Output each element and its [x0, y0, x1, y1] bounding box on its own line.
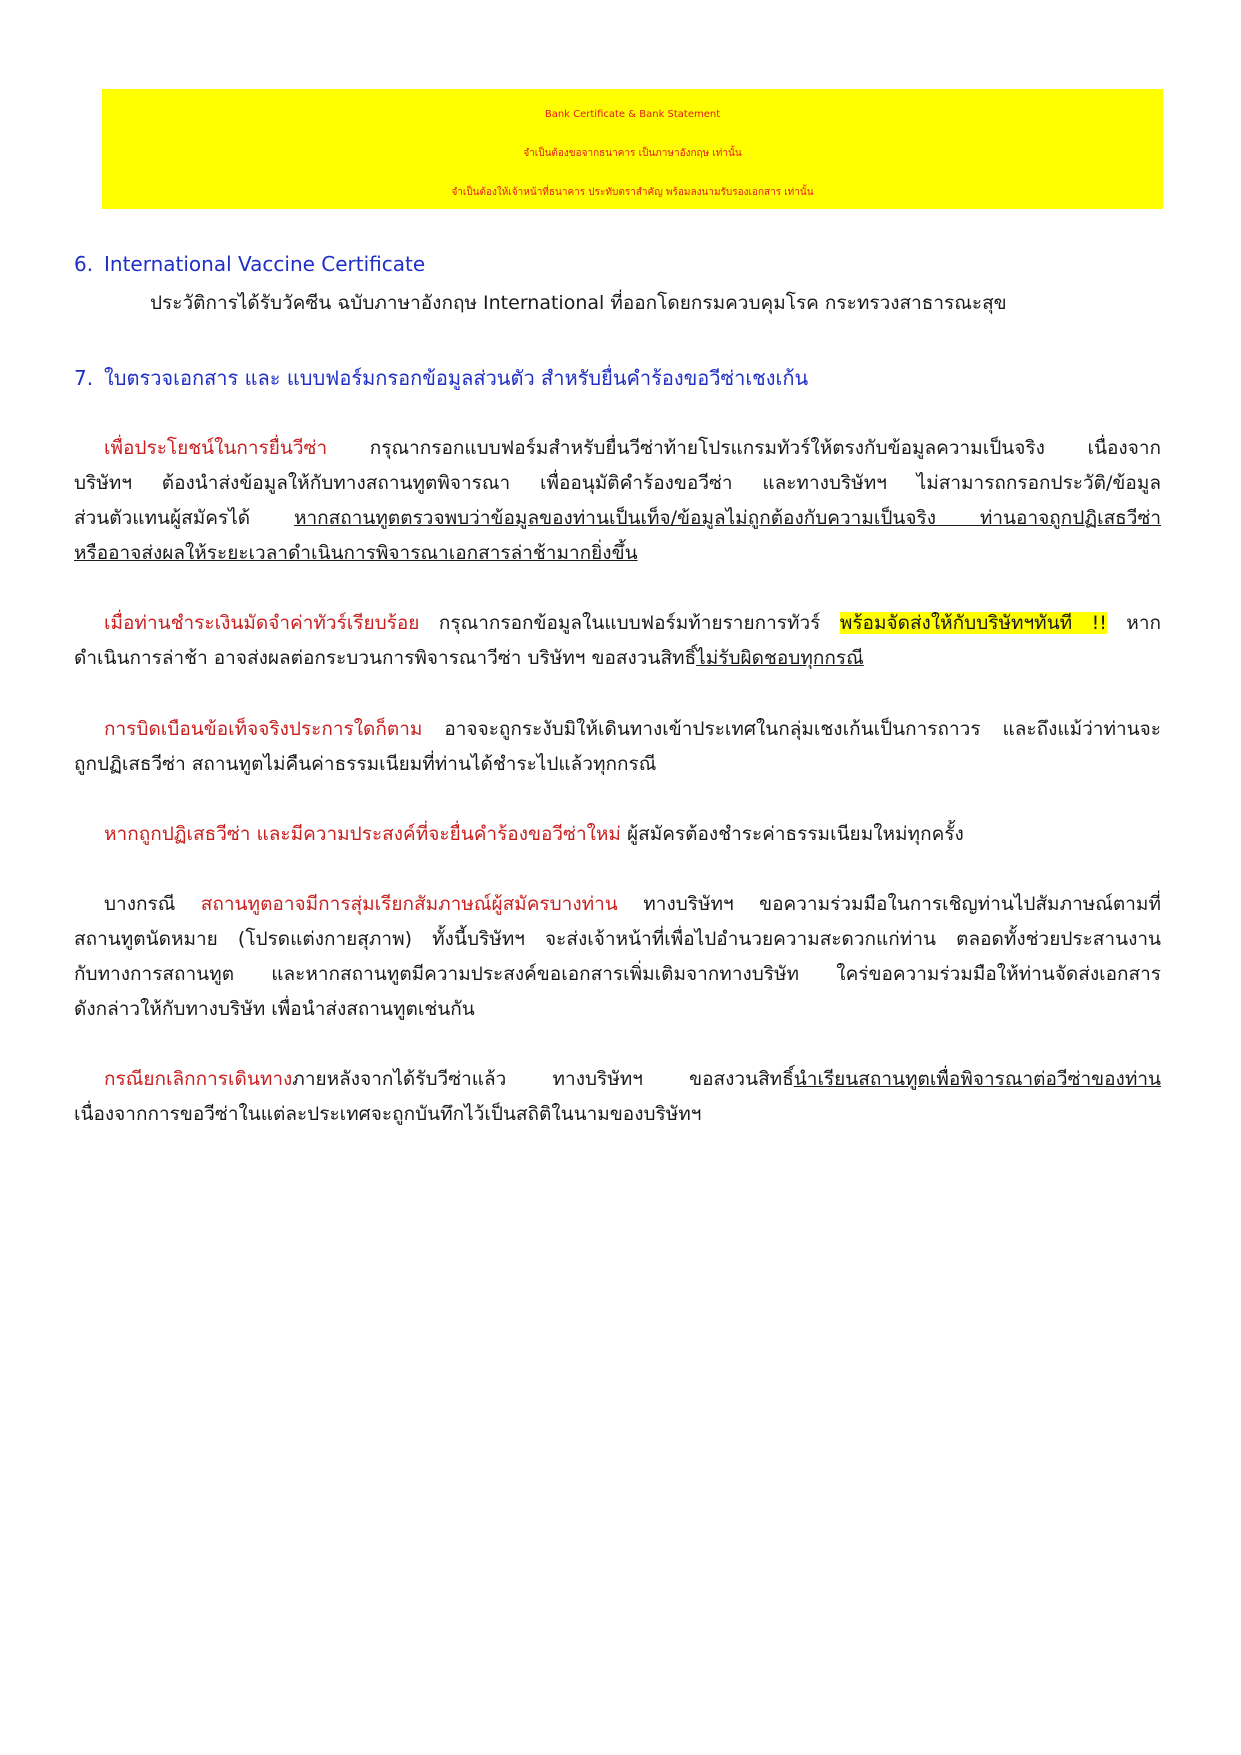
paragraph-line: [74, 501, 1161, 536]
notice-banner: [102, 89, 1163, 209]
body-text: ถูกปฏิเสธวีซ่า สถานทูตไม่คืนค่าธรรมเนียมที่ท่านได้ชำระไปแล้วทุกกรณี: [74, 753, 657, 775]
paragraph-line: [74, 887, 1161, 922]
emphasis-text: หากถูกปฏิเสธวีซ่า และมีความประสงค์ที่จะยื่นคำร้องขอวีซ่าใหม่: [104, 823, 621, 845]
body-text: บริษัทฯ ต้องนำส่งข้อมูลให้กับทางสถานทูตพิจารณา เพื่ออนุมัติคำร้องขอวีซ่า และทางบริษัทฯ ไม่สามารถกรอกประวัติ/ข้อมูล: [74, 472, 1161, 494]
emphasis-text: การบิดเบือนข้อเท็จจริงประการใดก็ตาม: [104, 718, 423, 740]
section-7-title: ใบตรวจเอกสาร และ แบบฟอร์มกรอกข้อมูลส่วนตัว สำหรับยื่นคำร้องขอวีซ่าเชงเก้น: [104, 366, 809, 390]
banner-line-3: จำเป็นต้องให้เจ้าหน้าที่ธนาคาร ประทับตราสำคัญ พร้อมลงนามรับรองเอกสาร เท่านั้น: [451, 187, 814, 198]
paragraph-form-purpose: [74, 431, 1161, 571]
body-text: ดังกล่าวให้กับทางบริษัท เพื่อนำส่งสถานทูตเช่นกัน: [74, 998, 475, 1020]
section-6-title: International Vaccine Certificate: [104, 252, 426, 276]
emphasis-text: เมื่อท่านชำระเงินมัดจำค่าทัวร์เรียบร้อย: [104, 612, 420, 634]
body-text: สถานทูตนัดหมาย (โปรดแต่งกายสุภาพ) ทั้งนี้บริษัทฯ จะส่งเจ้าหน้าที่เพื่อไปอำนวยความสะดวกแก่ท่าน ตลอดทั้งช่วยประสานงาน: [74, 928, 1161, 950]
paragraph-line: [74, 431, 1161, 466]
paragraph-line: [74, 957, 1161, 992]
paragraph-cancellation: [74, 1062, 1161, 1132]
paragraph-line: [74, 606, 1161, 641]
paragraph-line: [74, 641, 1161, 676]
paragraph-misrepresentation: [74, 712, 1161, 782]
paragraph-line: [74, 536, 1161, 571]
body-text: กรุณากรอกข้อมูลในแบบฟอร์มท้ายรายการทัวร์: [419, 612, 840, 634]
section-6-number: 6.: [74, 252, 94, 276]
body-text: กรุณากรอกแบบฟอร์มสำหรับยื่นวีซ่าท้ายโปรแกรมทัวร์ให้ตรงกับข้อมูลความเป็นจริง เนื่องจาก: [327, 437, 1161, 459]
emphasis-text: สถานทูตอาจมีการสุ่มเรียกสัมภาษณ์ผู้สมัครบางท่าน: [200, 893, 618, 915]
section-6-heading: [74, 252, 425, 276]
highlighted-text: พร้อมจัดส่งให้กับบริษัทฯทันที !!: [839, 612, 1107, 634]
paragraph-line: [74, 747, 1161, 782]
body-text: กับทางการสถานทูต และหากสถานทูตมีความประสงค์ขอเอกสารเพิ่มเติมจากทางบริษัท ใคร่ขอความร่วมมือให้ท่านจัดส่งเอกสาร: [74, 963, 1161, 985]
paragraph-line: [74, 992, 1161, 1027]
paragraph-line: [74, 466, 1161, 501]
paragraph-line: [74, 922, 1161, 957]
underlined-warning: หรืออาจส่งผลให้ระยะเวลาดำเนินการพิจารณาเอกสารล่าช้ามากยิ่งขึ้น: [74, 542, 638, 564]
banner-line-1: Bank Certificate & Bank Statement: [544, 109, 721, 120]
banner-line-2: จำเป็นต้องขอจากธนาคาร เป็นภาษาอังกฤษ เท่านั้น: [523, 148, 742, 159]
paragraph-interview: [74, 887, 1161, 1027]
body-text: ภายหลังจากได้รับวีซ่าแล้ว ทางบริษัทฯ ขอสงวนสิทธิ์: [292, 1068, 794, 1090]
body-text: ส่วนตัวแทนผู้สมัครได้: [74, 507, 294, 529]
underlined-warning: หากสถานทูตตรวจพบว่าข้อมูลของท่านเป็นเท็จ/ข้อมูลไม่ถูกต้องกับความเป็นจริง ท่านอาจถูกปฏิเสธวีซ่า: [293, 507, 1161, 529]
paragraph-line: [74, 712, 1161, 747]
body-text: เนื่องจากการขอวีซ่าในแต่ละประเทศจะถูกบันทึกไว้เป็นสถิติในนามของบริษัทฯ: [74, 1103, 702, 1125]
section-7-heading: [74, 362, 808, 394]
section-7-number: 7.: [74, 366, 94, 390]
body-text: ผู้สมัครต้องชำระค่าธรรมเนียมใหม่ทุกครั้ง: [620, 823, 964, 845]
paragraph-deposit: [74, 606, 1161, 676]
emphasis-text: เพื่อประโยชน์ในการยื่นวีซ่า: [104, 437, 328, 459]
emphasis-text: กรณียกเลิกการเดินทาง: [104, 1068, 293, 1090]
paragraph-visa-refusal: [74, 817, 1161, 852]
body-text: อาจจะถูกระงับมิให้เดินทางเข้าประเทศในกลุ่มเชงเก้นเป็นการถาวร และถึงแม้ว่าท่านจะ: [422, 718, 1161, 740]
body-text: ดำเนินการล่าช้า อาจส่งผลต่อกระบวนการพิจารณาวีซ่า บริษัทฯ ขอสงวนสิทธิ์: [74, 647, 697, 669]
section-6-body: ประวัติการได้รับวัคซีน ฉบับภาษาอังกฤษ International ที่ออกโดยกรมควบคุมโรค กระทรวงสาธารณะสุข: [150, 292, 1007, 314]
body-text: บางกรณี: [104, 893, 201, 915]
underlined-text: นำเรียนสถานทูตเพื่อพิจารณาต่อวีซ่าของท่าน: [793, 1068, 1161, 1090]
paragraph-line: [74, 1062, 1161, 1097]
body-text: หาก: [1106, 612, 1161, 634]
paragraph-line: [74, 817, 1161, 852]
paragraph-line: [74, 1097, 1161, 1132]
body-text: ทางบริษัทฯ ขอความร่วมมือในการเชิญท่านไปสัมภาษณ์ตามที่: [617, 893, 1161, 915]
underlined-text: ไม่รับผิดชอบทุกกรณี: [696, 647, 864, 669]
